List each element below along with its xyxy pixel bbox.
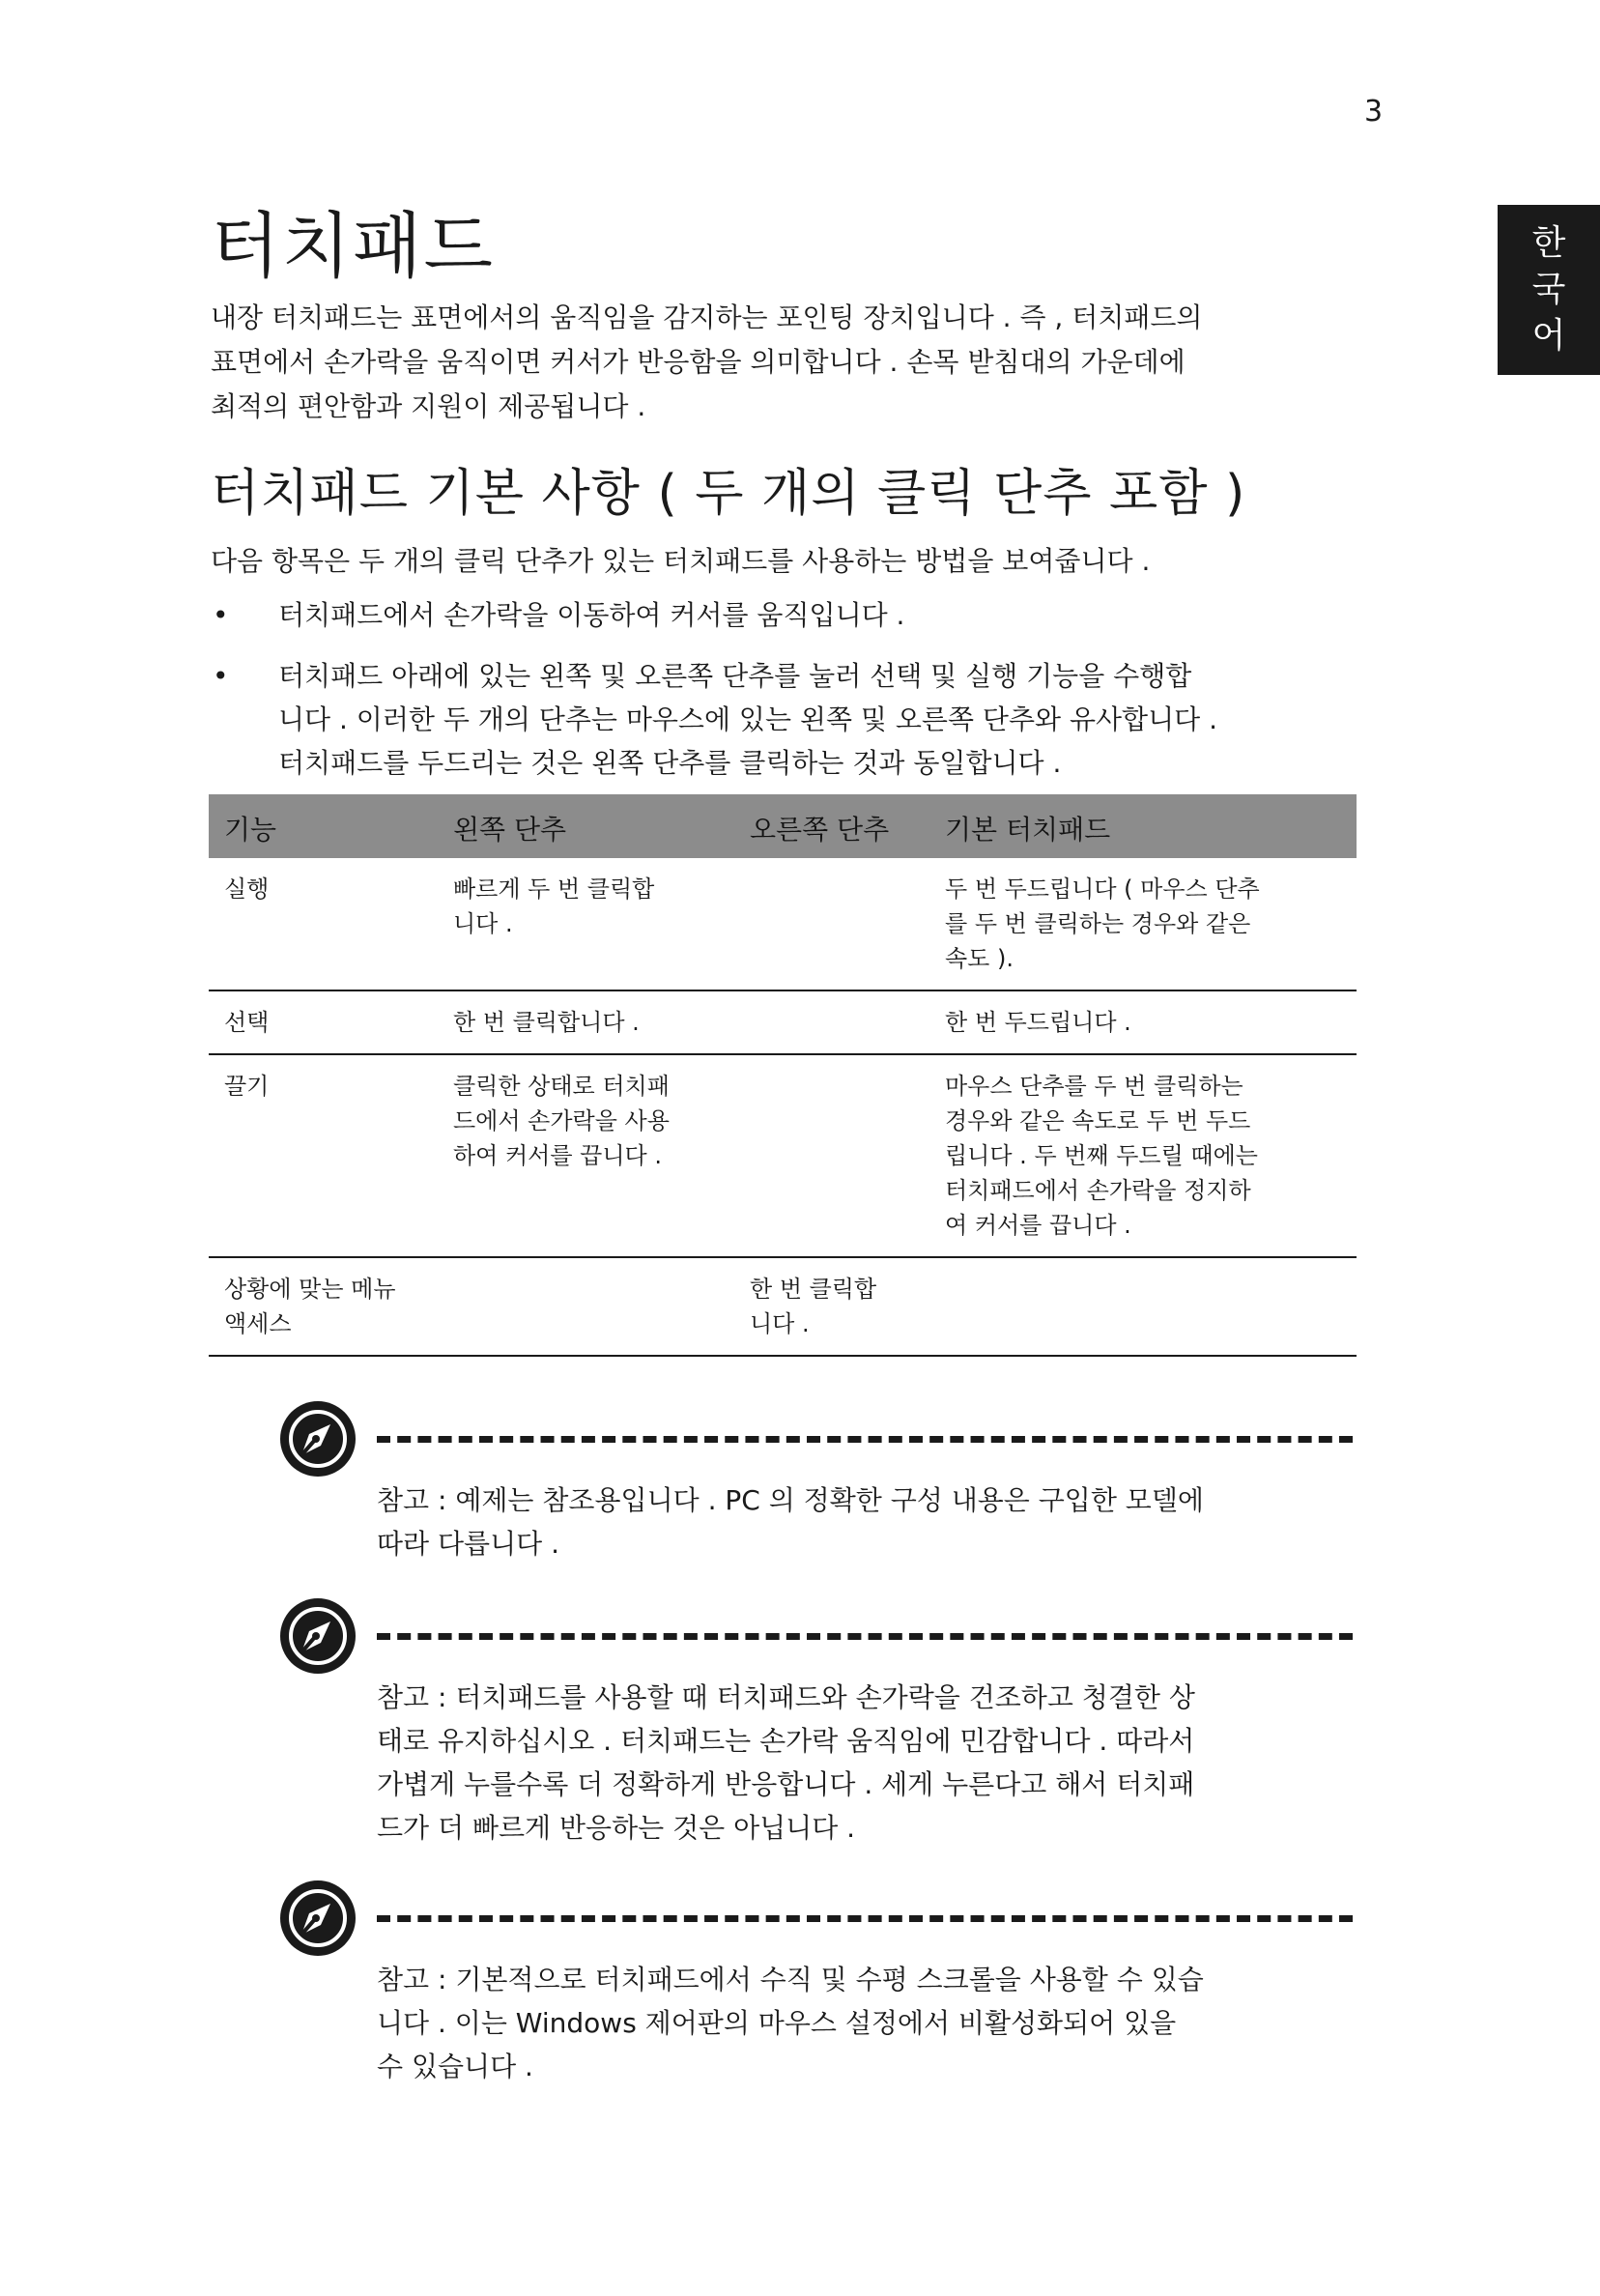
table-header-cell: 기본 터치패드 xyxy=(945,814,1111,846)
note-pen-icon xyxy=(280,1401,356,1477)
table-cell-right xyxy=(750,991,945,1053)
note-divider xyxy=(377,1436,1353,1443)
table-cell-line: 니다 . xyxy=(750,1310,810,1337)
note-pen-icon xyxy=(280,1598,356,1674)
table-cell-line: 드에서 손가락을 사용 xyxy=(453,1107,670,1134)
table-cell-line: 를 두 번 클릭하는 경우와 같은 xyxy=(945,910,1251,937)
note-line: 드가 더 빠르게 반응하는 것은 아닙니다 . xyxy=(377,1812,856,1844)
bullet-item xyxy=(211,654,1351,785)
bullet-line: 터치패드를 두드리는 것은 왼쪽 단추를 클릭하는 것과 동일합니다 . xyxy=(278,747,1062,779)
note-line: 참고 : 기본적으로 터치패드에서 수직 및 수평 스크롤을 사용할 수 있습 xyxy=(377,1964,1204,1995)
note-line: 따라 다릅니다 . xyxy=(377,1528,559,1560)
page-title: 터치패드 xyxy=(211,205,495,288)
table-header-cell: 기능 xyxy=(224,814,277,846)
note-line: 참고 : 예제는 참조용입니다 . PC 의 정확한 구성 내용은 구입한 모델에 xyxy=(377,1484,1204,1516)
table-cell-right xyxy=(750,1258,945,1355)
page-number: 3 xyxy=(1364,95,1384,129)
note-divider xyxy=(377,1915,1353,1922)
table-cell-left xyxy=(453,991,750,1053)
table-cell-line: 한 번 클릭합니다 . xyxy=(453,1009,640,1036)
table-cell-line: 상황에 맞는 메뉴 xyxy=(224,1276,396,1303)
table-cell-touchpad xyxy=(945,858,1357,990)
table-cell-line: 속도 ). xyxy=(945,945,1014,972)
note-line: 가볍게 누를수록 더 정확하게 반응합니다 . 세게 누른다고 해서 터치패 xyxy=(377,1768,1195,1800)
table-cell-line: 액세스 xyxy=(224,1310,292,1337)
table-cell-line: 클릭한 상태로 터치패 xyxy=(453,1073,670,1100)
table-cell-line: 선택 xyxy=(224,1009,270,1036)
language-tab-char: 어 xyxy=(1531,316,1566,356)
table-cell-touchpad xyxy=(945,1258,1357,1355)
table-cell-line: 끌기 xyxy=(224,1073,270,1100)
bullet-line: 터치패드 아래에 있는 왼쪽 및 오른쪽 단추를 눌러 선택 및 실행 기능을 수행합 xyxy=(278,660,1192,692)
bullet-symbol: • xyxy=(213,599,229,631)
table-row xyxy=(209,858,1357,991)
note-line: 수 있습니다 . xyxy=(377,2051,533,2082)
table-cell-left xyxy=(453,1258,750,1355)
table-body xyxy=(209,858,1357,1357)
table-cell-func xyxy=(209,1258,453,1355)
bullet-symbol: • xyxy=(213,660,229,692)
table-cell-right xyxy=(750,1055,945,1256)
function-table xyxy=(209,794,1357,1357)
table-cell-line: 한 번 두드립니다 . xyxy=(945,1009,1131,1036)
table-header-row xyxy=(209,794,1357,858)
language-tab-char: 국 xyxy=(1531,270,1566,309)
table-cell-func xyxy=(209,858,453,990)
table-cell-func xyxy=(209,1055,453,1256)
table-cell-line: 니다 . xyxy=(453,910,513,937)
table-header-cell: 왼쪽 단추 xyxy=(453,814,567,846)
table-cell-right xyxy=(750,858,945,990)
table-cell-line: 하여 커서를 끕니다 . xyxy=(453,1142,662,1169)
bullet-line: 니다 . 이러한 두 개의 단추는 마우스에 있는 왼쪽 및 오른쪽 단추와 유사합니다 . xyxy=(278,703,1217,735)
table-cell-line: 실행 xyxy=(224,875,270,903)
table-cell-line: 립니다 . 두 번째 두드릴 때에는 xyxy=(945,1142,1258,1169)
bullet-list xyxy=(211,593,1351,802)
intro-line: 내장 터치패드는 표면에서의 움직임을 감지하는 포인팅 장치입니다 . 즉 , 터치패드의 xyxy=(211,301,1203,333)
table-cell-line: 한 번 클릭합 xyxy=(750,1276,877,1303)
table-cell-line: 두 번 두드립니다 ( 마우스 단추 xyxy=(945,875,1260,903)
table-cell-func xyxy=(209,991,453,1053)
note-text xyxy=(377,1676,1353,1850)
language-tab xyxy=(1498,205,1600,375)
table-row xyxy=(209,991,1357,1055)
note-text xyxy=(377,1478,1353,1565)
table-cell-left xyxy=(453,858,750,990)
intro-paragraph xyxy=(211,296,1370,429)
table-cell-line: 경우와 같은 속도로 두 번 두드 xyxy=(945,1107,1251,1134)
note-text xyxy=(377,1958,1353,2088)
table-cell-touchpad xyxy=(945,1055,1357,1256)
language-tab-char: 한 xyxy=(1531,223,1566,263)
section-title: 터치패드 기본 사항 ( 두 개의 클릭 단추 포함 ) xyxy=(211,465,1246,523)
table-cell-touchpad xyxy=(945,991,1357,1053)
bullet-item xyxy=(211,593,1351,637)
note-divider xyxy=(377,1633,1353,1640)
note-pen-icon xyxy=(280,1880,356,1956)
table-row xyxy=(209,1055,1357,1258)
note-line: 니다 . 이는 Windows 제어판의 마우스 설정에서 비활성화되어 있을 xyxy=(377,2007,1177,2039)
table-cell-line: 빠르게 두 번 클릭합 xyxy=(453,875,655,903)
table-cell-line: 마우스 단추를 두 번 클릭하는 xyxy=(945,1073,1243,1100)
lead-paragraph: 다음 항목은 두 개의 클릭 단추가 있는 터치패드를 사용하는 방법을 보여줍니다 . xyxy=(211,545,1151,577)
intro-line: 최적의 편안함과 지원이 제공됩니다 . xyxy=(211,390,646,422)
table-row xyxy=(209,1258,1357,1357)
intro-line: 표면에서 손가락을 움직이면 커서가 반응함을 의미합니다 . 손목 받침대의 가운데에 xyxy=(211,346,1186,378)
table-header-cell: 오른쪽 단추 xyxy=(750,814,890,846)
note-line: 참고 : 터치패드를 사용할 때 터치패드와 손가락을 건조하고 청결한 상 xyxy=(377,1681,1195,1713)
table-cell-left xyxy=(453,1055,750,1256)
table-cell-line: 여 커서를 끕니다 . xyxy=(945,1212,1131,1239)
note-line: 태로 유지하십시오 . 터치패드는 손가락 움직임에 민감합니다 . 따라서 xyxy=(377,1725,1195,1757)
table-cell-line: 터치패드에서 손가락을 정지하 xyxy=(945,1177,1251,1204)
bullet-line: 터치패드에서 손가락을 이동하여 커서를 움직입니다 . xyxy=(278,599,905,631)
